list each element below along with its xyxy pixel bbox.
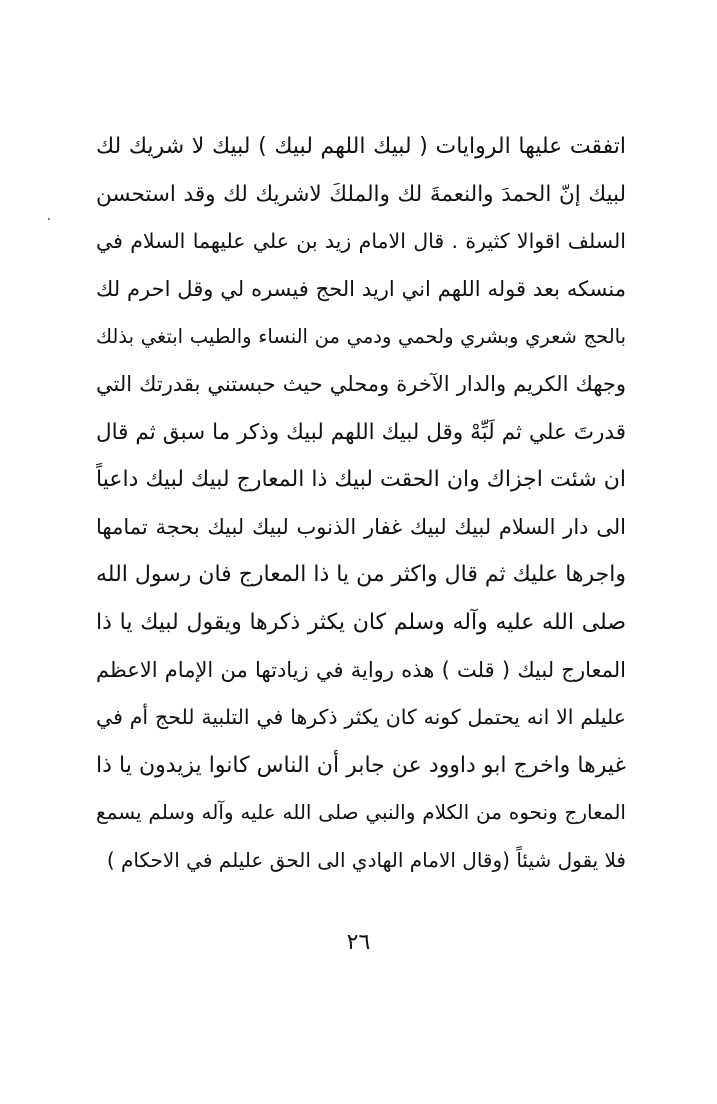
text-line-16: فلا يقول شيئاً (وقال الامام الهادي الى الحق عليلم في الاحكام ) (106, 847, 626, 872)
text-line-3: السلف اقوالا كثيرة . قال الامام زيد بن علي عليهما السلام في (96, 229, 626, 254)
text-line-1: اتفقت عليها الروايات ( لبيك اللهم لبيك ) لبيك لا شريك لك (96, 134, 626, 159)
text-line-7: قدرتَ علي ثم لَبِّهْ وقل لبيك اللهم لبيك وذكر ما سبق ثم قال (96, 419, 626, 445)
text-line-12: المعارج لبيك ( قلت ) هذه رواية في زيادتها من الإمام الاعظم (96, 657, 626, 682)
text-line-14: غيرها واخرج ابو داوود عن جابر أن الناس كانوا يزيدون يا ذا (96, 752, 626, 778)
text-line-15: المعارج ونحوه من الكلام والنبي صلى الله عليه وآله وسلم يسمع (96, 800, 626, 825)
text-line-13: عليلم الا انه يحتمل كونه كان يكثر ذكرها في التلبية للحج أم في (96, 705, 626, 730)
text-line-10: واجرها عليك ثم قال واكثر من يا ذا المعارج فان رسول الله (96, 562, 626, 588)
body-text (96, 123, 626, 885)
text-line-4: منسكه بعد قوله اللهم اني اريد الحج فيسره لي وقل احرم لك (96, 276, 626, 301)
scan-speck (48, 218, 50, 220)
text-line-11: صلى الله عليه وآله وسلم كان يكثر ذكرها ويقول لبيك يا ذا (96, 609, 626, 635)
text-line-9: الى دار السلام لبيك لبيك غفار الذنوب لبيك لبيك بحجة تمامها (96, 514, 626, 539)
page-number: ٢٦ (346, 930, 371, 955)
text-line-5: بالحج شعري وبشري ولحمي ودمي من النساء والطيب ابتغي بذلك (96, 325, 626, 349)
text-line-2: لبيك إنّ الحمدَ والنعمةَ لك والملكَ لاشريك لك وقد استحسن (96, 181, 626, 207)
text-line-6: وجهك الكريم والدار الآخرة ومحلي حيث حبستني بقدرتك التي (96, 371, 626, 396)
text-line-8: ان شئت اجزاك وان الحقت لبيك ذا المعارج لبيك لبيك داعياً (96, 467, 626, 493)
